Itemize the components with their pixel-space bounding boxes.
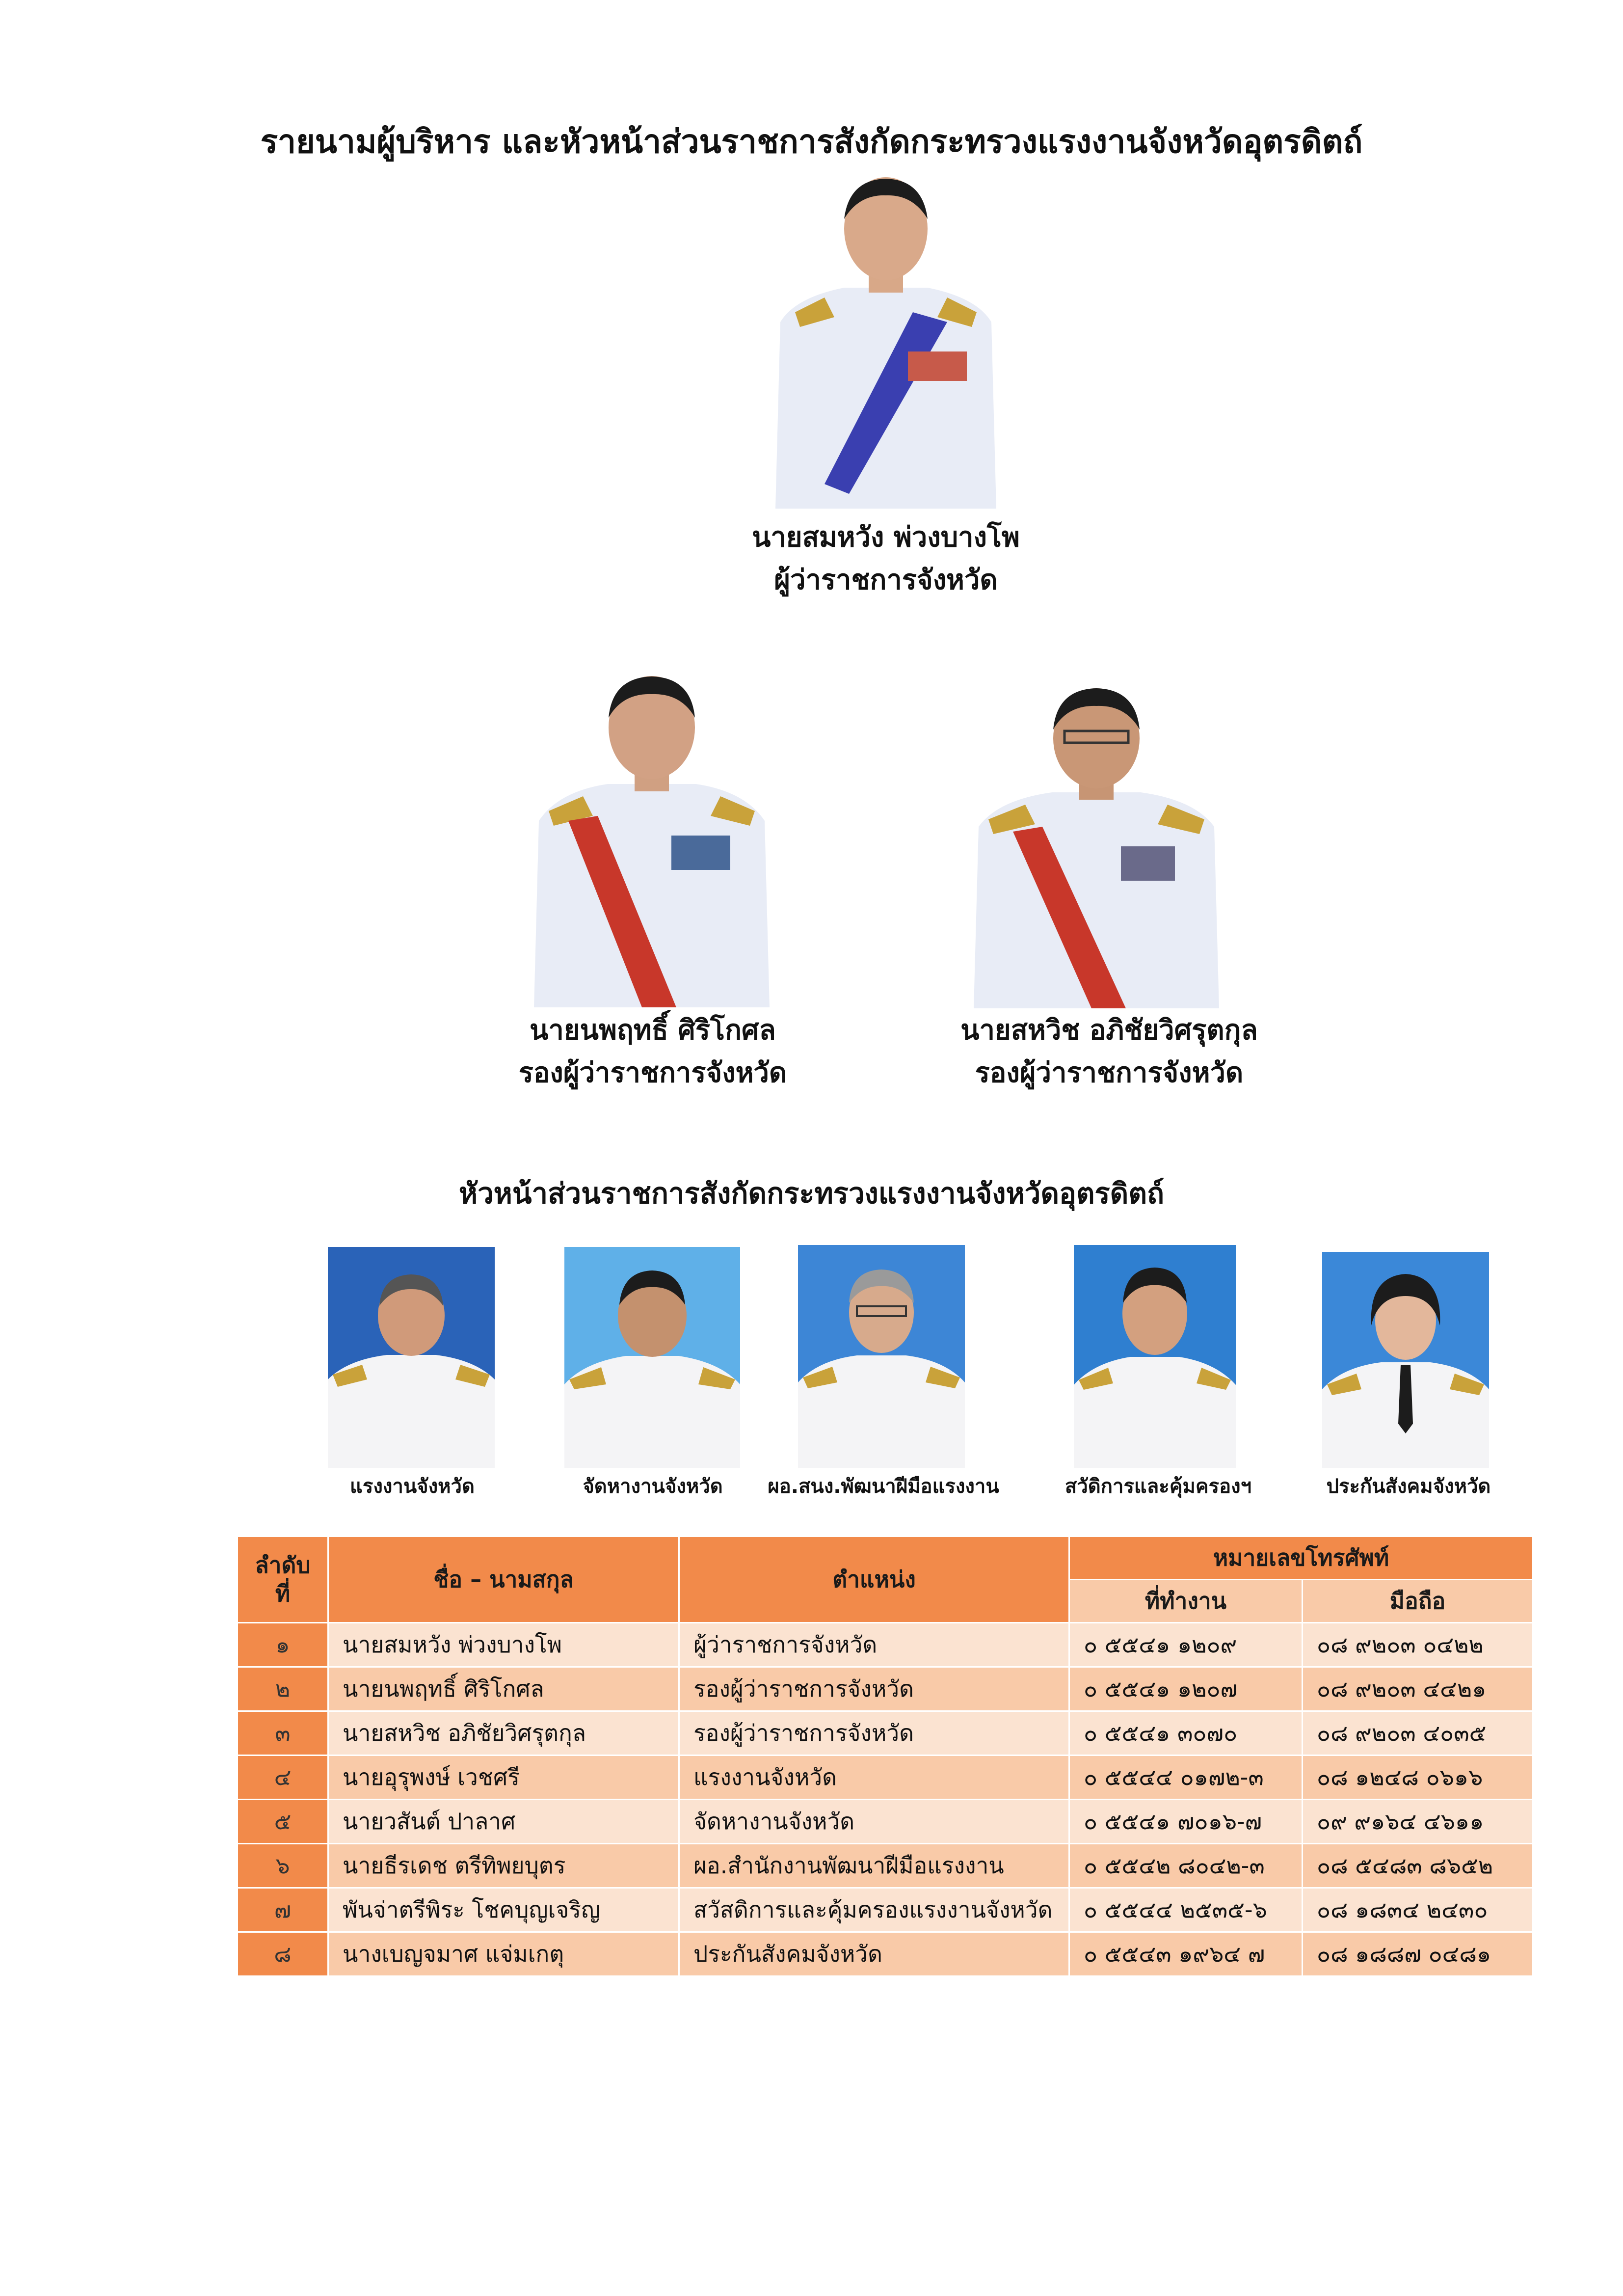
row-office-phone: ๐ ๕๕๔๔ ๒๕๓๕-๖ (1069, 1888, 1303, 1932)
row-mobile-phone: ๐๘ ๙๒๐๓ ๐๔๒๒ (1303, 1623, 1533, 1667)
deputy-2-name: นายสหวิช อภิชัยวิศรุตกุล (960, 1014, 1258, 1046)
row-mobile-phone: ๐๘ ๙๒๐๓ ๔๐๓๕ (1303, 1711, 1533, 1756)
head-2-caption: จัดหางานจังหวัด (583, 1475, 723, 1498)
head-4-caption: สวัดิการและคุ้มครองฯ (1064, 1475, 1252, 1498)
row-office-phone: ๐ ๕๕๔๓ ๑๙๖๔ ๗ (1069, 1932, 1303, 1976)
row-office-phone: ๐ ๕๕๔๑ ๑๒๐๗ (1069, 1667, 1303, 1711)
row-mobile-phone: ๐๘ ๑๘๓๔ ๒๔๓๐ (1303, 1888, 1533, 1932)
row-office-phone: ๐ ๕๕๔๑ ๑๒๐๙ (1069, 1623, 1303, 1667)
row-name: นายอุรุพงษ์ เวชศรี (328, 1756, 679, 1800)
row-position: รองผู้ว่าราชการจังหวัด (679, 1711, 1069, 1756)
row-mobile-phone: ๐๘ ๕๔๘๓ ๘๖๕๒ (1303, 1844, 1533, 1888)
governor-photo (766, 175, 1006, 509)
row-mobile-phone: ๐๘ ๑๒๔๘ ๐๖๑๖ (1303, 1756, 1533, 1800)
row-name: นายนพฤทธิ์ ศิริโกศล (328, 1667, 679, 1711)
row-office-phone: ๐ ๕๕๔๑ ๗๐๑๖-๗ (1069, 1800, 1303, 1844)
table-row (238, 1623, 1533, 1667)
head-5-photo (1322, 1252, 1489, 1468)
table-row (238, 1756, 1533, 1800)
head-3-caption: ผอ.สนง.พัฒนาฝีมือแรงงาน (768, 1475, 999, 1498)
table-row (238, 1888, 1533, 1932)
row-name: นายสมหวัง พ่วงบางโพ (328, 1623, 679, 1667)
row-position: ผอ.สำนักงานพัฒนาฝีมือแรงงาน (679, 1844, 1069, 1888)
head-5-caption: ประกันสังคมจังหวัด (1326, 1475, 1491, 1498)
contact-table (237, 1536, 1534, 1977)
header-order: ลำดับ ที่ (238, 1537, 328, 1623)
head-2-photo (564, 1247, 740, 1468)
row-position: รองผู้ว่าราชการจังหวัด (679, 1667, 1069, 1711)
row-mobile-phone: ๐๘ ๙๒๐๓ ๔๔๒๑ (1303, 1667, 1533, 1711)
row-number: ๑ (238, 1623, 328, 1667)
head-1-caption: แรงงานจังหวัด (350, 1475, 475, 1498)
row-mobile-phone: ๐๙ ๙๑๖๔ ๔๖๑๑ (1303, 1800, 1533, 1844)
head-3-photo (798, 1245, 965, 1468)
row-mobile-phone: ๐๘ ๑๘๘๗ ๐๔๘๑ (1303, 1932, 1533, 1976)
governor-name: นายสมหวัง พ่วงบางโพ (752, 521, 1020, 553)
row-number: ๔ (238, 1756, 328, 1800)
deputy-1-position: รองผู้ว่าราชการจังหวัด (518, 1056, 787, 1089)
row-office-phone: ๐ ๕๕๔๔ ๐๑๗๒-๓ (1069, 1756, 1303, 1800)
table-row (238, 1800, 1533, 1844)
row-name: นายสหวิช อภิชัยวิศรุตกุล (328, 1711, 679, 1756)
row-office-phone: ๐ ๕๕๔๑ ๓๐๗๐ (1069, 1711, 1303, 1756)
table-row (238, 1932, 1533, 1976)
deputy-2-position: รองผู้ว่าราชการจังหวัด (975, 1056, 1244, 1089)
row-position: แรงงานจังหวัด (679, 1756, 1069, 1800)
row-number: ๖ (238, 1844, 328, 1888)
deputy-1-photo (529, 674, 774, 1007)
row-number: ๓ (238, 1711, 328, 1756)
deputy-2-photo (969, 684, 1224, 1008)
row-number: ๗ (238, 1888, 328, 1932)
head-1-photo (328, 1247, 495, 1468)
row-name: นางเบญจมาศ แจ่มเกตุ (328, 1932, 679, 1976)
row-office-phone: ๐ ๕๕๔๒ ๘๐๔๒-๓ (1069, 1844, 1303, 1888)
deputy-1-caption (407, 1009, 898, 1095)
row-position: สวัสดิการและคุ้มครองแรงงานจังหวัด (679, 1888, 1069, 1932)
header-name: ชื่อ – นามสกุล (328, 1537, 679, 1623)
deputy-1-name: นายนพฤทธิ์ ศิริโกศล (530, 1014, 776, 1046)
row-number: ๘ (238, 1932, 328, 1976)
page-title: รายนามผู้บริหาร และหัวหน้าส่วนราชการสังกัดกระทรวงแรงงานจังหวัดอุตรดิตถ์ (260, 123, 1363, 161)
row-position: ประกันสังคมจังหวัด (679, 1932, 1069, 1976)
governor-position: ผู้ว่าราชการจังหวัด (774, 564, 998, 596)
header-phone: หมายเลขโทรศัพท์ (1069, 1537, 1533, 1580)
governor-caption (638, 516, 1134, 602)
row-position: ผู้ว่าราชการจังหวัด (679, 1623, 1069, 1667)
row-number: ๒ (238, 1667, 328, 1711)
table-row (238, 1711, 1533, 1756)
table-row (238, 1667, 1533, 1711)
row-name: นายวสันต์ ปาลาศ (328, 1800, 679, 1844)
row-number: ๕ (238, 1800, 328, 1844)
heads-title: หัวหน้าส่วนราชการสังกัดกระทรวงแรงงานจังหวัดอุตรดิตถ์ (458, 1177, 1165, 1210)
row-name: นายธีรเดช ตรีทิพยบุตร (328, 1844, 679, 1888)
header-position: ตำแหน่ง (679, 1537, 1069, 1623)
row-name: พันจ่าตรีพิระ โชคบุญเจริญ (328, 1888, 679, 1932)
header-mobile: มือถือ (1303, 1580, 1533, 1623)
header-office: ที่ทำงาน (1069, 1580, 1303, 1623)
table-row (238, 1844, 1533, 1888)
deputy-2-caption (864, 1009, 1355, 1095)
head-4-photo (1074, 1245, 1236, 1468)
row-position: จัดหางานจังหวัด (679, 1800, 1069, 1844)
